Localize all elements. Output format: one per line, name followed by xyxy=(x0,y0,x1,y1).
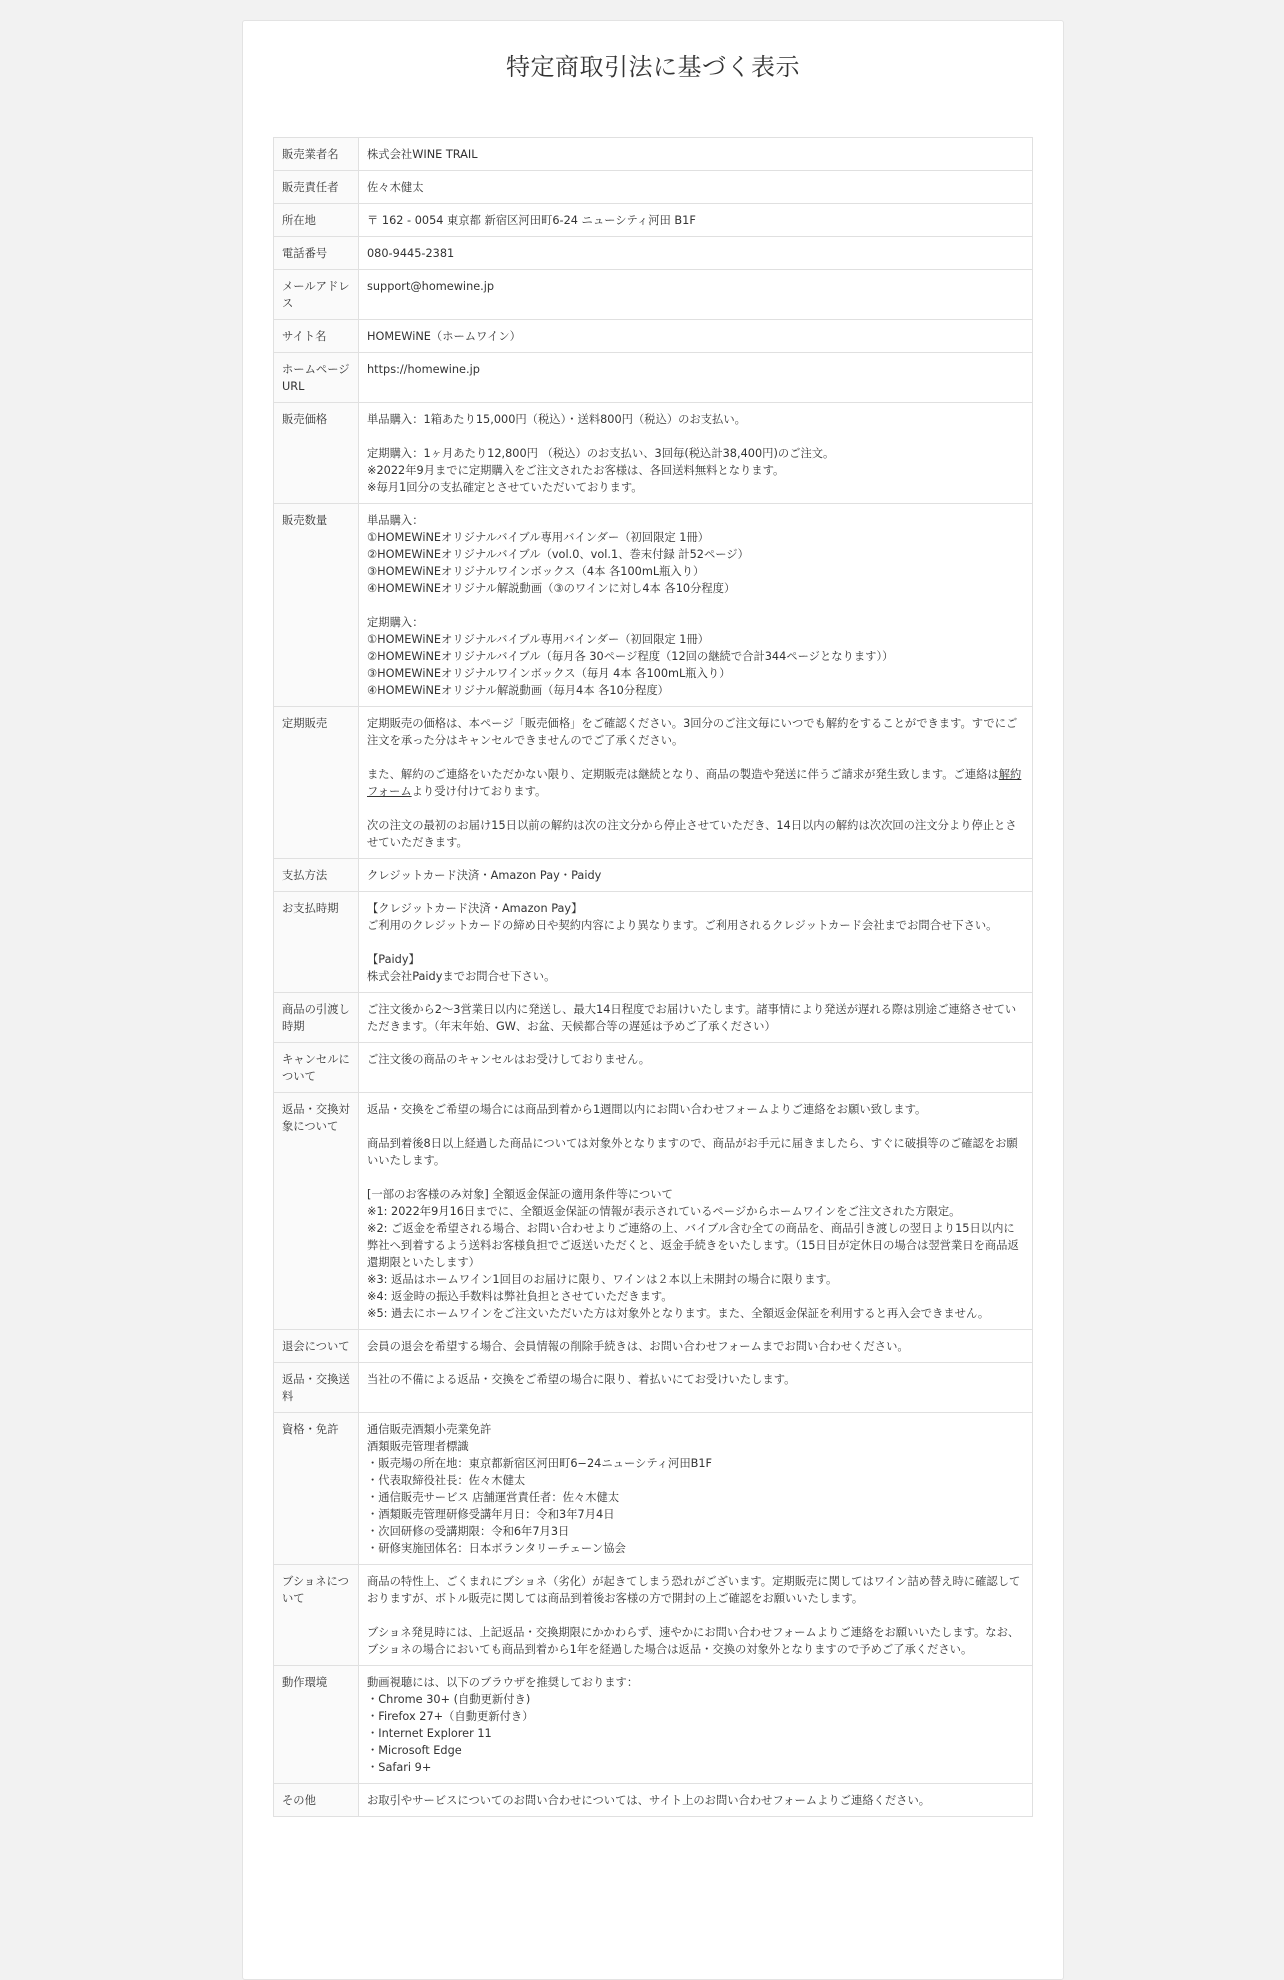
row-value-subscription xyxy=(359,707,1033,859)
row-label-other: その他 xyxy=(274,1784,359,1817)
row-label-homepage-url: ホームページURL xyxy=(274,353,359,403)
table-row xyxy=(274,1784,1033,1817)
row-label-phone: 電話番号 xyxy=(274,237,359,270)
row-value-other: お取引やサービスについてのお問い合わせについては、サイト上のお問い合わせフォームよりご連絡ください。 xyxy=(359,1784,1033,1817)
table-row xyxy=(274,403,1033,504)
table-row xyxy=(274,270,1033,320)
row-value-quantity: 単品購入： ①HOMEWiNEオリジナルバイブル専用バインダー（初回限定 1冊） ②HOMEWiNEオリジナルバイブル（vol.0、vol.1、巻末付録 計52ページ） ③HOMEWiNEオリジナルワインボックス（4本 各100mL瓶入り） ④HOMEWiNEオリジナル解説動画（③のワインに対し4本 各10分程度） 定期購入： ①HOMEWiNEオリジナルバイブル専用バインダー（初回限定 1冊） ②HOMEWiNEオリジナルバイブル（毎月各 30ページ程度（12回の継続で合計344ページとなります）） ③HOMEWiNEオリジナルワインボックス（毎月 4本 各100mL瓶入り） ④HOMEWiNEオリジナル解説動画（毎月4本 各10分程度） xyxy=(359,504,1033,707)
table-row xyxy=(274,237,1033,270)
table-row xyxy=(274,320,1033,353)
table-row xyxy=(274,138,1033,171)
row-value-payment-method: クレジットカード決済・Amazon Pay・Paidy xyxy=(359,859,1033,892)
subscription-text-post: より受け付けております。 次の注文の最初のお届け15日以前の解約は次の注文分から停止させていただき、14日以内の解約は次次回の注文分より停止とさせていただきます。 xyxy=(367,785,1017,849)
row-value-manager: 佐々木健太 xyxy=(359,171,1033,204)
row-label-address: 所在地 xyxy=(274,204,359,237)
row-label-environment: 動作環境 xyxy=(274,1666,359,1784)
row-value-seller: 株式会社WINE TRAIL xyxy=(359,138,1033,171)
row-value-price: 単品購入：1箱あたり15,000円（税込）・送料800円（税込）のお支払い。 定期購入：1ヶ月あたり12,800円 （税込）のお支払い、3回毎(税込計38,400円)のご注文。 ※2022年9月までに定期購入をご注文されたお客様は、各回送料無料となります。 ※毎月1回分の支払確定とさせていただいております。 xyxy=(359,403,1033,504)
page-title: 特定商取引法に基づく表示 xyxy=(506,53,800,81)
row-value-payment-timing: 【クレジットカード決済・Amazon Pay】 ご利用のクレジットカードの締め日や契約内容により異なります。ご利用されるクレジットカード会社までお問合せ下さい。 【Paidy】 株式会社Paidyまでお問合せ下さい。 xyxy=(359,892,1033,993)
cancel-form-link[interactable]: 解約フォーム xyxy=(367,768,1022,798)
tokushoho-table xyxy=(273,137,1033,1817)
table-row xyxy=(274,171,1033,204)
row-value-withdrawal: 会員の退会を希望する場合、会員情報の削除手続きは、お問い合わせフォームまでお問い合わせください。 xyxy=(359,1330,1033,1363)
row-label-bouchonne: ブショネについて xyxy=(274,1565,359,1666)
subscription-text-pre: 定期販売の価格は、本ページ「販売価格」をご確認ください。3回分のご注文毎にいつでも解約をすることができます。すでにご注文を承った分はキャンセルできませんのでご了承ください。 また、解約のご連絡をいただかない限り、定期販売は継続となり、商品の製造や発送に伴うご請求が発生致します。ご連絡は xyxy=(367,717,1018,781)
row-label-subscription: 定期販売 xyxy=(274,707,359,859)
row-label-email: メールアドレス xyxy=(274,270,359,320)
table-row xyxy=(274,1363,1033,1413)
row-value-email: support@homewine.jp xyxy=(359,270,1033,320)
table-row xyxy=(274,707,1033,859)
table-row xyxy=(274,353,1033,403)
row-label-returns: 返品・交換対象について xyxy=(274,1093,359,1330)
row-label-site-name: サイト名 xyxy=(274,320,359,353)
row-label-license: 資格・免許 xyxy=(274,1413,359,1565)
row-label-seller: 販売業者名 xyxy=(274,138,359,171)
row-label-withdrawal: 退会について xyxy=(274,1330,359,1363)
table-row xyxy=(274,1413,1033,1565)
row-value-return-shipping: 当社の不備による返品・交換をご希望の場合に限り、着払いにてお受けいたします。 xyxy=(359,1363,1033,1413)
row-value-phone: 080-9445-2381 xyxy=(359,237,1033,270)
table-row xyxy=(274,993,1033,1043)
row-value-delivery-timing: ご注文後から2～3営業日以内に発送し、最大14日程度でお届けいたします。諸事情により発送が遅れる際は別途ご連絡させていただきます。（年末年始、GW、お盆、天候都合等の遅延は予めご了承ください） xyxy=(359,993,1033,1043)
row-value-bouchonne: 商品の特性上、ごくまれにブショネ（劣化）が起きてしまう恐れがございます。定期販売に関してはワイン詰め替え時に確認しておりますが、ボトル販売に関しては商品到着後お客様の方で開封の上ご確認をお願いいたします。 ブショネ発見時には、上記返品・交換期限にかかわらず、速やかにお問い合わせフォームよりご連絡をお願いいたします。なお、ブショネの場合においても商品到着から1年を経過した場合は返品・交換の対象外となりますので予めご了承ください。 xyxy=(359,1565,1033,1666)
table-row xyxy=(274,1565,1033,1666)
row-value-environment: 動画視聴には、以下のブラウザを推奨しております： ・Chrome 30+ (自動更新付き) ・Firefox 27+（自動更新付き） ・Internet Explorer 11 ・Microsoft Edge ・Safari 9+ xyxy=(359,1666,1033,1784)
row-label-payment-timing: お支払時期 xyxy=(274,892,359,993)
table-row xyxy=(274,892,1033,993)
row-value-address: 〒 162 - 0054 東京都 新宿区河田町6-24 ニューシティ河田 B1F xyxy=(359,204,1033,237)
row-label-return-shipping: 返品・交換送料 xyxy=(274,1363,359,1413)
row-value-site-name: HOMEWiNE（ホームワイン） xyxy=(359,320,1033,353)
row-value-license: 通信販売酒類小売業免許 酒類販売管理者標識 ・販売場の所在地：東京都新宿区河田町6−24ニューシティ河田B1F ・代表取締役社長：佐々木健太 ・通信販売サービス 店舗運営責任者：佐々木健太 ・酒類販売管理研修受講年月日：令和3年7月4日 ・次回研修の受講期限：令和6年7月3日 ・研修実施団体名：日本ボランタリーチェーン協会 xyxy=(359,1413,1033,1565)
table-row xyxy=(274,859,1033,892)
row-label-cancellation: キャンセルについて xyxy=(274,1043,359,1093)
row-value-returns: 返品・交換をご希望の場合には商品到着から1週間以内にお問い合わせフォームよりご連絡をお願い致します。 商品到着後8日以上経過した商品については対象外となりますので、商品がお手元に届きましたら、すぐに破損等のご確認をお願いいたします。 [一部のお客様のみ対象] 全額返金保証の適用条件等について ※1: 2022年9月16日までに、全額返金保証の情報が表示されているページからホームワインをご注文された方限定。 ※2: ご返金を希望される場合、お問い合わせよりご連絡の上、バイブル含む全ての商品を、商品引き渡しの翌日より15日以内に弊社へ到着するよう送料お客様負担でご返送いただくと、返金手続きをいたします。（15日目が定休日の場合は翌営業日を商品返還期限といたします） ※3: 返品はホームワイン1回目のお届けに限り、ワインは２本以上未開封の場合に限ります。 ※4: 返金時の振込手数料は弊社負担とさせていただきます。 ※5: 過去にホームワインをご注文いただいた方は対象外となります。また、全額返金保証を利用すると再入会できません。 xyxy=(359,1093,1033,1330)
row-value-homepage-url: https://homewine.jp xyxy=(359,353,1033,403)
table-row xyxy=(274,504,1033,707)
table-row xyxy=(274,204,1033,237)
table-row xyxy=(274,1093,1033,1330)
tokushoho-card xyxy=(242,20,1064,1980)
row-value-cancellation: ご注文後の商品のキャンセルはお受けしておりません。 xyxy=(359,1043,1033,1093)
row-label-manager: 販売責任者 xyxy=(274,171,359,204)
row-label-delivery-timing: 商品の引渡し時期 xyxy=(274,993,359,1043)
row-label-price: 販売価格 xyxy=(274,403,359,504)
row-label-payment-method: 支払方法 xyxy=(274,859,359,892)
row-label-quantity: 販売数量 xyxy=(274,504,359,707)
table-row xyxy=(274,1666,1033,1784)
table-row xyxy=(274,1043,1033,1093)
table-row xyxy=(274,1330,1033,1363)
